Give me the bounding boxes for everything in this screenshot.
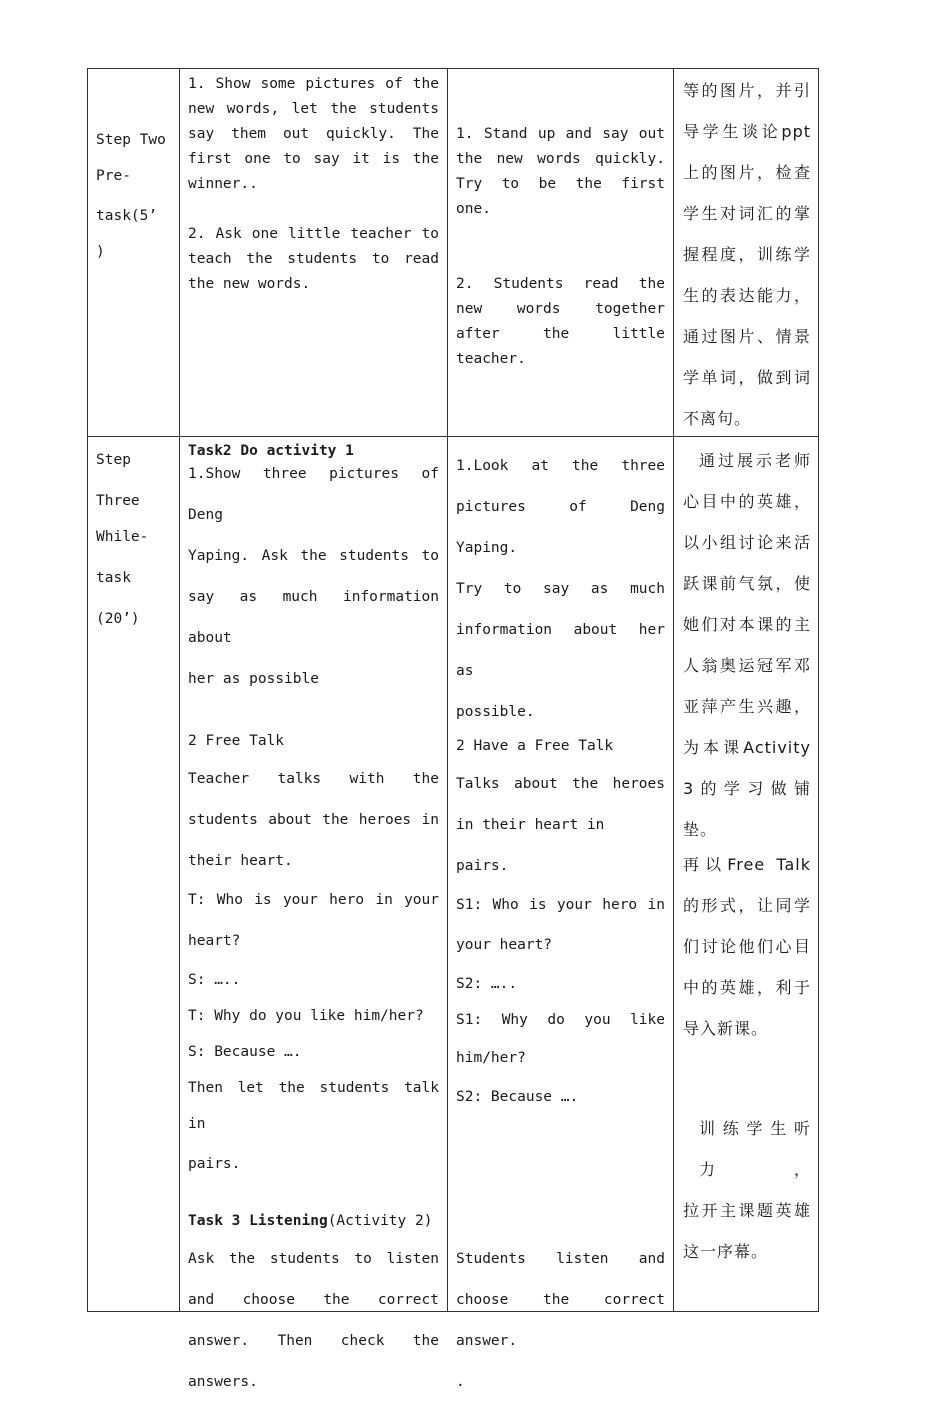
dialog-line: Then let the students talk in [188,1080,439,1132]
student-listening [456,1239,665,1403]
teacher-item-2: 2. Ask one little teacher to teach the students to read the new words. [188,226,439,292]
purpose-line: 她们对本课的主 [683,615,811,634]
text-line: say as much information about [188,589,439,646]
teacher-item-1: 1. Show some pictures of the new words, let the students say them out quickly. The first one to say it is the winner.. [188,76,439,192]
purpose-line: 再以Free Talk [683,855,811,874]
step-label-line: Pre- [96,168,131,184]
purpose-block-3 [683,1108,811,1272]
text-line: answer. [456,1333,518,1349]
step-label-line: (20’) [96,611,140,627]
column-divider-3 [673,68,674,1312]
student-item-1: 1. Stand up and say out the new words quickly. Try to be the first one. [456,126,665,217]
table-right-border [818,68,819,1312]
text-line: pictures of Deng Yaping. [456,499,665,556]
purpose-block-1 [683,440,811,850]
text-line: Teacher talks with the [188,771,439,787]
purpose-line: 亚萍产生兴趣， [683,697,811,716]
step-label-line: Step [96,452,131,468]
purpose-line: 垫。 [683,820,718,839]
task3-description [188,1239,439,1403]
step-three-student-activities [456,446,665,1403]
step-label-line: task(5’ [96,208,158,224]
purpose-line: 训练学生听力， [699,1119,811,1179]
purpose-line: 3的学习做铺 [683,779,811,798]
dialog-line: S: ….. [188,972,241,988]
dialog-line: S1: Who is your hero in [456,897,665,913]
student-item-2: 2. Students read the new words together after the little teacher. [456,276,665,367]
purpose-line: 中的英雄，利于 [683,978,811,997]
text-line: Try to say as much [456,581,665,597]
free-talk-description [188,759,439,882]
table-left-border [87,68,88,1312]
purpose-line: 生的表达能力， [683,286,811,305]
task3-title: Task 3 Listening [188,1213,328,1229]
purpose-line: 上的图片，检查 [683,163,811,182]
text-line: information about her as [456,622,665,679]
student-free-talk [456,764,665,887]
purpose-line: 以小组讨论来活 [683,533,811,552]
dialog-line: pairs. [188,1156,241,1172]
text-line: answer. Then check the [188,1333,439,1349]
purpose-line: 这一序幕。 [683,1242,769,1261]
text-line: her as possible [188,671,319,687]
text-line: 1.Look at the three [456,458,665,474]
dialog-line: S2: ….. [456,976,518,992]
text-line: Talks about the heroes [456,776,665,792]
step-three-purpose [683,440,811,1272]
column-divider-2 [447,68,448,1312]
purpose-line: 学生对词汇的掌 [683,204,811,223]
purpose-line: 导学生谈论ppt [683,122,811,141]
step-three-label [96,440,176,640]
purpose-line: 等的图片，并引 [683,81,811,100]
step-two-student-activities [456,122,665,372]
dialog-line: S2: Because …. [456,1089,579,1105]
purpose-line: 通过图片、情景 [683,327,811,346]
dialog-line: T: Who is your hero in your [188,892,439,908]
dialog-line: T: Why do you like him/her? [188,1008,424,1024]
purpose-line: 人翁奥运冠军邓 [683,656,811,675]
text-line: answers. [188,1374,258,1390]
text-line: Students listen and [456,1251,665,1267]
dialog-line: S1: Why do you like [456,1012,665,1028]
student-dialog [456,887,665,1115]
purpose-line: 的形式，让同学 [683,896,811,915]
column-divider-1 [179,68,180,1312]
task2-description [188,454,439,700]
dialog-line: heart? [188,933,241,949]
step-label-line: Step Two [96,132,166,148]
purpose-line: 们讨论他们心目 [683,937,811,956]
student-free-talk-title: 2 Have a Free Talk [456,738,614,754]
text-line: choose the correct [456,1292,665,1308]
purpose-line: 学单词，做到词 [683,368,811,387]
step-label-line: Three [96,493,140,509]
text-line: and choose the correct [188,1292,439,1308]
text-line: their heart. [188,853,293,869]
purpose-line: 握程度，训练学 [683,245,811,264]
purpose-line: 心目中的英雄， [683,492,811,511]
step-label-line: ) [96,244,105,260]
table-top-border [87,68,819,69]
step-label-line: While- [96,529,149,545]
purpose-line: 通过展示老师 [699,451,811,470]
task3-heading [188,1203,439,1239]
task3-suffix: (Activity 2) [327,1213,433,1229]
text-line: Yaping. Ask the students to [188,548,439,564]
student-task-1 [456,446,665,733]
purpose-line: 为本课Activity [683,738,811,757]
text-line: students about the heroes in [188,812,439,828]
dialog [188,882,439,1185]
step-two-purpose [683,70,811,439]
purpose-line: 跃课前气氛，使 [683,574,811,593]
purpose-line: 导入新课。 [683,1019,769,1038]
task2-title: Task2 Do activity 1 [188,443,354,459]
text-line: in their heart in pairs. [456,817,605,874]
dialog-line: him/her? [456,1050,526,1066]
text-line: Ask the students to listen [188,1251,439,1267]
step-label-line: task [96,570,131,586]
step-two-teacher-activities [188,72,439,297]
step-three-teacher-activities [188,440,439,1403]
free-talk-title: 2 Free Talk [188,733,285,749]
dialog-line: S: Because …. [188,1044,302,1060]
text-line: possible. [456,704,535,720]
purpose-line: 不离句。 [683,409,752,428]
purpose-block-2 [683,844,811,1049]
dialog-line: your heart? [456,937,553,953]
purpose-line: 拉开主课题英雄 [683,1201,811,1220]
text-line: . [456,1374,465,1390]
text-line: 1.Show three pictures of Deng [188,466,439,523]
step-two-label [96,120,176,272]
